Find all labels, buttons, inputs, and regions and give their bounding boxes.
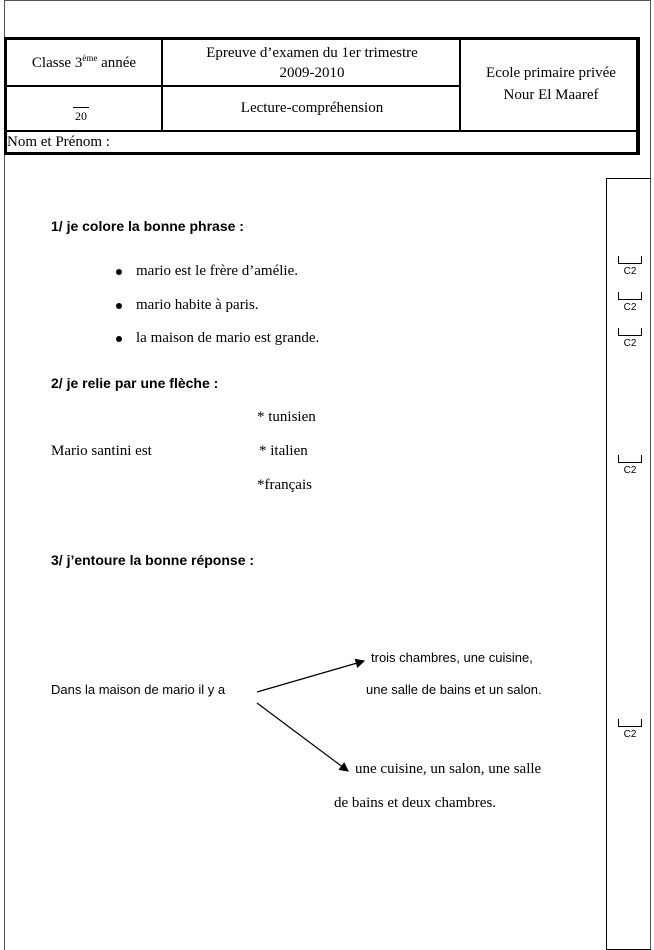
grade-marker-label: C2	[623, 338, 637, 349]
q3-answer-2-line1[interactable]: une cuisine, un salon, une salle	[355, 761, 542, 777]
class-prefix: Classe 3	[31, 55, 83, 71]
q3-stem: Dans la maison de mario il y a	[51, 682, 226, 697]
grade-marker-label: C2	[623, 465, 637, 476]
q3-answer-1-line2[interactable]: une salle de bains et un salon.	[366, 682, 542, 697]
name-label-text: Nom et Prénom :	[7, 133, 110, 150]
q1-option-text: mario est le frère d’amélie.	[136, 263, 298, 279]
question-1-title: 1/ je colore la bonne phrase :	[51, 218, 244, 234]
class-suffix: année	[97, 55, 137, 71]
question-2-title: 2/ je relie par une flèche :	[51, 375, 219, 391]
q2-option-italien[interactable]: * italien	[259, 443, 308, 459]
q3-answer-2-line2[interactable]: de bains et deux chambres.	[334, 795, 497, 811]
school-name-line1: Ecole primaire privée	[486, 65, 616, 81]
grade-marker-label: C2	[623, 302, 637, 313]
exam-title-line1: Epreuve d’examen du 1er trimestre	[206, 44, 418, 61]
q2-option-tunisien[interactable]: * tunisien	[257, 409, 316, 425]
q1-option-text: mario habite à paris.	[136, 297, 259, 313]
school-name-line2: Nour El Maaref	[503, 87, 599, 103]
q1-option-text: la maison de mario est grande.	[136, 330, 320, 346]
subject-text: Lecture-compréhension	[240, 100, 384, 116]
score-denominator: 20	[75, 109, 87, 123]
grade-marker-label: C2	[623, 266, 637, 277]
q3-answer-1-line1[interactable]: trois chambres, une cuisine,	[371, 650, 533, 665]
q2-option-francais[interactable]: *français	[257, 477, 312, 493]
question-3-title: 3/ j’entoure la bonne réponse :	[51, 552, 255, 568]
class-superscript: ème	[82, 53, 98, 63]
arrow-to-answer-1	[257, 661, 364, 692]
exam-year: 2009-2010	[279, 64, 345, 81]
arrow-to-answer-2	[257, 703, 348, 771]
q2-subject: Mario santini est	[51, 443, 152, 459]
grade-marker-label: C2	[623, 729, 637, 740]
